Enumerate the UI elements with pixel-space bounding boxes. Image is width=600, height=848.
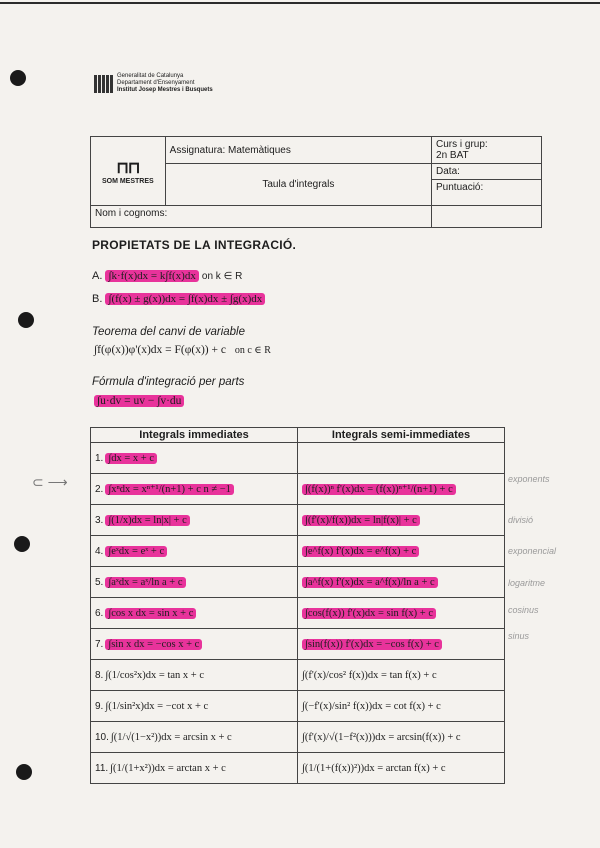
immediate-formula: ∫dx = x + c xyxy=(105,453,157,464)
integral-row xyxy=(91,598,505,629)
punch-hole xyxy=(14,536,30,552)
semi-immediate-formula: ∫cos(f(x)) f'(x)dx = sin f(x) + c xyxy=(302,608,436,619)
document-title: Taula d'integrals xyxy=(165,164,431,206)
immediate-formula: ∫(1/√(1−x²))dx = arcsin x + c xyxy=(110,732,232,743)
immediate-formula: ∫xⁿdx = xⁿ⁺¹/(n+1) + c n ≠ −1 xyxy=(105,484,234,495)
immediate-cell xyxy=(91,722,298,753)
course-cell xyxy=(432,137,542,164)
row-number: 1. xyxy=(95,453,104,464)
immediate-formula: ∫(1/x)dx = ln|x| + c xyxy=(105,515,189,526)
name-extra-cell xyxy=(432,206,542,228)
margin-note: sinus xyxy=(508,631,530,641)
immediate-formula: ∫sin x dx = −cos x + c xyxy=(105,639,202,650)
immediate-cell xyxy=(91,691,298,722)
row-number: 10. xyxy=(95,732,109,743)
immediate-formula: ∫aˣdx = aˣ/ln a + c xyxy=(105,577,185,588)
row-number: 8. xyxy=(95,670,104,681)
generalitat-logo xyxy=(94,73,213,94)
theorem-suffix: on c ∈ R xyxy=(234,345,271,356)
row-number: 9. xyxy=(95,701,104,712)
integral-row xyxy=(91,753,505,784)
immediate-cell xyxy=(91,536,298,567)
semi-immediate-cell xyxy=(298,660,505,691)
property-formula: ∫k·f(x)dx = k∫f(x)dx xyxy=(105,270,198,282)
semi-immediate-cell xyxy=(298,443,505,474)
row-number: 4. xyxy=(95,546,104,557)
school-logo-icon: ⊓⊓ xyxy=(116,159,140,177)
institution-line: Departament d'Ensenyament xyxy=(117,80,195,86)
name-label: Nom i cognoms: xyxy=(91,206,432,228)
row-number: 5. xyxy=(95,577,104,588)
immediate-cell xyxy=(91,474,298,505)
theorem-formula xyxy=(94,344,271,356)
property-a xyxy=(92,270,242,282)
semi-immediate-formula: ∫(f'(x)/√(1−f²(x)))dx = arcsin(f(x)) + c xyxy=(302,732,461,743)
semi-immediate-formula: ∫(−f'(x)/sin² f(x))dx = cot f(x) + c xyxy=(302,701,441,712)
row-number: 7. xyxy=(95,639,104,650)
property-formula: ∫(f(x) ± g(x))dx = ∫f(x)dx ± ∫g(x)dx xyxy=(105,293,265,305)
school-logo xyxy=(91,137,166,206)
integrals-table xyxy=(90,427,505,784)
institution-line: Institut Josep Mestres i Busquets xyxy=(117,87,213,93)
integral-row xyxy=(91,691,505,722)
margin-note: logaritme xyxy=(508,578,546,588)
theorem-title: Teorema del canvi de variable xyxy=(92,326,245,338)
subject-cell: Assignatura: Matemàtiques xyxy=(165,137,431,164)
immediate-cell xyxy=(91,505,298,536)
property-b xyxy=(92,293,265,305)
header-table xyxy=(90,136,542,228)
theorem-formula-text: ∫f(φ(x))φ'(x)dx = F(φ(x)) + c xyxy=(94,344,226,356)
punch-hole xyxy=(16,764,32,780)
semi-immediate-cell xyxy=(298,691,505,722)
semi-immediate-cell xyxy=(298,598,505,629)
section-title: PROPIETATS DE LA INTEGRACIÓ. xyxy=(92,238,297,252)
immediate-cell xyxy=(91,443,298,474)
school-logo-text: SOM MESTRES xyxy=(101,177,154,185)
row-number: 6. xyxy=(95,608,104,619)
parts-formula xyxy=(94,395,184,407)
immediate-cell xyxy=(91,567,298,598)
course-label: Curs i grup: xyxy=(436,139,488,150)
margin-note: divisió xyxy=(508,515,534,525)
semi-immediate-formula: ∫(f'(x)/f(x))dx = ln|f(x)| + c xyxy=(302,515,420,526)
semi-immediate-cell xyxy=(298,753,505,784)
immediate-formula: ∫cos x dx = sin x + c xyxy=(105,608,196,619)
property-suffix: on k ∈ R xyxy=(201,271,243,282)
integral-row xyxy=(91,567,505,598)
margin-arrow-icon: ⊂ ⟶ xyxy=(32,474,68,490)
semi-immediate-cell xyxy=(298,505,505,536)
course-value: 2n BAT xyxy=(436,150,469,161)
immediate-cell xyxy=(91,753,298,784)
immediate-formula: ∫(1/cos²x)dx = tan x + c xyxy=(105,670,204,681)
score-label: Puntuació: xyxy=(432,180,542,206)
semi-immediate-cell xyxy=(298,536,505,567)
integral-row xyxy=(91,443,505,474)
property-letter: B. xyxy=(92,293,103,305)
column-header-immediate: Integrals immediates xyxy=(91,428,298,443)
semi-immediate-formula: ∫e^f(x) f'(x)dx = e^f(x) + c xyxy=(302,546,419,557)
semi-immediate-cell xyxy=(298,722,505,753)
row-number: 2. xyxy=(95,484,104,495)
semi-immediate-formula: ∫(f'(x)/cos² f(x))dx = tan f(x) + c xyxy=(302,670,437,681)
integral-row xyxy=(91,505,505,536)
institution-line: Generalitat de Catalunya xyxy=(117,73,184,79)
semi-immediate-cell xyxy=(298,474,505,505)
date-label: Data: xyxy=(432,164,542,180)
semi-immediate-formula: ∫(1/(1+(f(x))²))dx = arctan f(x) + c xyxy=(302,763,446,774)
parts-formula-text: ∫u·dv = uv − ∫v·du xyxy=(94,395,184,407)
immediate-formula: ∫eˣdx = eˣ + c xyxy=(105,546,167,557)
margin-note: exponencial xyxy=(508,546,557,556)
semi-immediate-formula: ∫sin(f(x)) f'(x)dx = −cos f(x) + c xyxy=(302,639,442,650)
margin-note: exponents xyxy=(508,474,550,484)
semi-immediate-formula: ∫(f(x))ⁿ f'(x)dx = (f(x))ⁿ⁺¹/(n+1) + c xyxy=(302,484,456,495)
top-rule xyxy=(0,2,600,4)
margin-note: cosinus xyxy=(508,605,539,615)
immediate-cell xyxy=(91,660,298,691)
punch-hole xyxy=(18,312,34,328)
parts-title: Fórmula d'integració per parts xyxy=(92,376,245,388)
integral-row xyxy=(91,474,505,505)
integrals-table-body xyxy=(91,443,505,784)
row-number: 11. xyxy=(95,763,109,774)
immediate-cell xyxy=(91,629,298,660)
integral-row xyxy=(91,660,505,691)
column-header-semi-immediate: Integrals semi-immediates xyxy=(298,428,505,443)
row-number: 3. xyxy=(95,515,104,526)
immediate-cell xyxy=(91,598,298,629)
integral-row xyxy=(91,536,505,567)
generalitat-emblem-icon xyxy=(94,75,113,93)
integral-row xyxy=(91,629,505,660)
integral-row xyxy=(91,722,505,753)
semi-immediate-formula: ∫a^f(x) f'(x)dx = a^f(x)/ln a + c xyxy=(302,577,438,588)
immediate-formula: ∫(1/(1+x²))dx = arctan x + c xyxy=(110,763,226,774)
immediate-formula: ∫(1/sin²x)dx = −cot x + c xyxy=(105,701,209,712)
property-letter: A. xyxy=(92,270,103,282)
semi-immediate-cell xyxy=(298,629,505,660)
punch-hole xyxy=(10,70,26,86)
semi-immediate-cell xyxy=(298,567,505,598)
